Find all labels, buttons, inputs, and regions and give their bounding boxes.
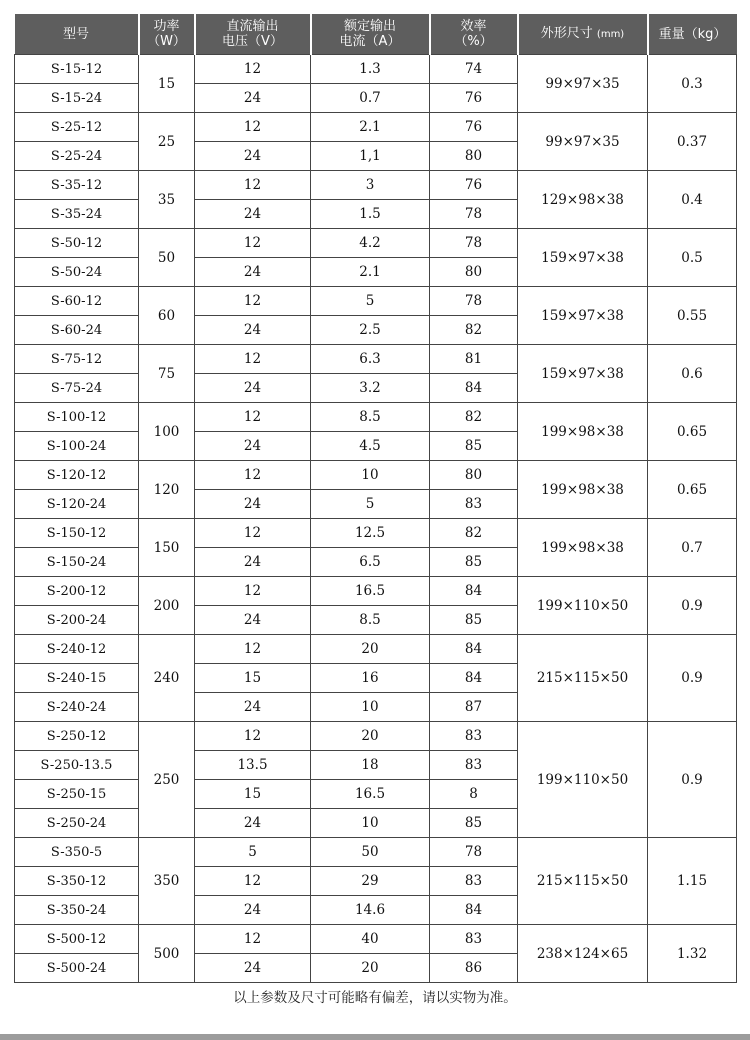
efficiency-cell: 84 <box>430 635 518 664</box>
current-cell: 14.6 <box>311 896 430 925</box>
current-cell: 4.2 <box>311 229 430 258</box>
model-cell: S-150-12 <box>15 519 139 548</box>
model-cell: S-60-24 <box>15 316 139 345</box>
header-model <box>15 14 139 55</box>
current-cell: 0.7 <box>311 84 430 113</box>
size-cell: 129×98×38 <box>518 171 648 229</box>
efficiency-cell: 83 <box>430 751 518 780</box>
size-cell: 199×98×38 <box>518 519 648 577</box>
voltage-cell: 24 <box>195 200 311 229</box>
current-cell: 18 <box>311 751 430 780</box>
current-cell: 2.1 <box>311 258 430 287</box>
current-cell: 16 <box>311 664 430 693</box>
size-cell: 159×97×38 <box>518 345 648 403</box>
header-row <box>15 14 737 55</box>
table-row <box>15 287 737 316</box>
power-cell: 120 <box>139 461 195 519</box>
efficiency-cell: 85 <box>430 432 518 461</box>
efficiency-cell: 74 <box>430 55 518 84</box>
efficiency-cell: 86 <box>430 954 518 983</box>
header-power <box>139 14 195 55</box>
efficiency-cell: 84 <box>430 664 518 693</box>
current-cell: 1,1 <box>311 142 430 171</box>
voltage-cell: 24 <box>195 606 311 635</box>
voltage-cell: 12 <box>195 229 311 258</box>
efficiency-cell: 84 <box>430 577 518 606</box>
table-row <box>15 345 737 374</box>
spec-table <box>14 14 737 983</box>
current-cell: 20 <box>311 722 430 751</box>
voltage-cell: 24 <box>195 954 311 983</box>
voltage-cell: 12 <box>195 345 311 374</box>
table-row <box>15 461 737 490</box>
current-cell: 29 <box>311 867 430 896</box>
efficiency-cell: 81 <box>430 345 518 374</box>
efficiency-cell: 80 <box>430 258 518 287</box>
model-cell: S-350-5 <box>15 838 139 867</box>
current-cell: 6.3 <box>311 345 430 374</box>
size-cell: 199×110×50 <box>518 722 648 838</box>
power-cell: 500 <box>139 925 195 983</box>
efficiency-cell: 83 <box>430 722 518 751</box>
header-current <box>311 14 430 55</box>
current-cell: 20 <box>311 635 430 664</box>
voltage-cell: 12 <box>195 461 311 490</box>
weight-cell: 0.65 <box>648 403 737 461</box>
model-cell: S-500-12 <box>15 925 139 954</box>
voltage-cell: 12 <box>195 113 311 142</box>
model-cell: S-15-12 <box>15 55 139 84</box>
voltage-cell: 24 <box>195 84 311 113</box>
header-size <box>518 14 648 55</box>
table-row <box>15 722 737 751</box>
header-weight <box>648 14 737 55</box>
current-cell: 10 <box>311 693 430 722</box>
efficiency-cell: 76 <box>430 84 518 113</box>
table-row <box>15 171 737 200</box>
voltage-cell: 5 <box>195 838 311 867</box>
size-cell: 238×124×65 <box>518 925 648 983</box>
header-power-label: 功率 <box>153 19 180 34</box>
model-cell: S-120-12 <box>15 461 139 490</box>
table-row <box>15 229 737 258</box>
efficiency-cell: 78 <box>430 200 518 229</box>
model-cell: S-50-24 <box>15 258 139 287</box>
voltage-cell: 12 <box>195 287 311 316</box>
voltage-cell: 12 <box>195 722 311 751</box>
weight-cell: 0.65 <box>648 461 737 519</box>
efficiency-cell: 85 <box>430 809 518 838</box>
voltage-cell: 15 <box>195 664 311 693</box>
model-cell: S-200-24 <box>15 606 139 635</box>
voltage-cell: 24 <box>195 809 311 838</box>
current-cell: 2.5 <box>311 316 430 345</box>
current-cell: 5 <box>311 287 430 316</box>
efficiency-cell: 83 <box>430 490 518 519</box>
model-cell: S-60-12 <box>15 287 139 316</box>
current-cell: 20 <box>311 954 430 983</box>
weight-cell: 1.15 <box>648 838 737 925</box>
power-cell: 150 <box>139 519 195 577</box>
voltage-cell: 12 <box>195 925 311 954</box>
weight-cell: 0.6 <box>648 345 737 403</box>
efficiency-cell: 85 <box>430 548 518 577</box>
model-cell: S-150-24 <box>15 548 139 577</box>
current-cell: 4.5 <box>311 432 430 461</box>
efficiency-cell: 82 <box>430 403 518 432</box>
model-cell: S-200-12 <box>15 577 139 606</box>
size-cell: 99×97×35 <box>518 55 648 113</box>
weight-cell: 0.5 <box>648 229 737 287</box>
model-cell: S-35-12 <box>15 171 139 200</box>
current-cell: 5 <box>311 490 430 519</box>
header-voltage-unit: 电压（V） <box>222 34 283 49</box>
table-row <box>15 113 737 142</box>
weight-cell: 0.55 <box>648 287 737 345</box>
efficiency-cell: 78 <box>430 838 518 867</box>
header-efficiency <box>430 14 518 55</box>
table-body <box>15 55 737 983</box>
table-row <box>15 403 737 432</box>
model-cell: S-75-12 <box>15 345 139 374</box>
header-size-label: 外形尺寸 <box>540 26 593 41</box>
efficiency-cell: 80 <box>430 142 518 171</box>
model-cell: S-50-12 <box>15 229 139 258</box>
table-row <box>15 55 737 84</box>
footer-note: 以上参数及尺寸可能略有偏差，请以实物为准。 <box>233 990 517 1006</box>
current-cell: 16.5 <box>311 577 430 606</box>
current-cell: 10 <box>311 461 430 490</box>
efficiency-cell: 84 <box>430 374 518 403</box>
voltage-cell: 24 <box>195 374 311 403</box>
header-weight-label: 重量（kg） <box>658 26 727 42</box>
header-efficiency-label: 效率 <box>460 19 487 34</box>
efficiency-cell: 82 <box>430 316 518 345</box>
power-cell: 250 <box>139 722 195 838</box>
header-voltage <box>195 14 311 55</box>
efficiency-cell: 85 <box>430 606 518 635</box>
current-cell: 50 <box>311 838 430 867</box>
weight-cell: 0.3 <box>648 55 737 113</box>
current-cell: 16.5 <box>311 780 430 809</box>
table-row <box>15 925 737 954</box>
model-cell: S-250-24 <box>15 809 139 838</box>
voltage-cell: 24 <box>195 896 311 925</box>
efficiency-cell: 87 <box>430 693 518 722</box>
efficiency-cell: 83 <box>430 867 518 896</box>
header-current-unit: 电流（A） <box>339 34 401 49</box>
power-cell: 240 <box>139 635 195 722</box>
model-cell: S-250-15 <box>15 780 139 809</box>
model-cell: S-100-24 <box>15 432 139 461</box>
weight-cell: 0.9 <box>648 577 737 635</box>
weight-cell: 1.32 <box>648 925 737 983</box>
efficiency-cell: 80 <box>430 461 518 490</box>
voltage-cell: 12 <box>195 519 311 548</box>
efficiency-cell: 76 <box>430 113 518 142</box>
model-cell: S-35-24 <box>15 200 139 229</box>
table-row <box>15 838 737 867</box>
power-cell: 60 <box>139 287 195 345</box>
power-cell: 25 <box>139 113 195 171</box>
header-model-label: 型号 <box>62 26 89 42</box>
power-cell: 50 <box>139 229 195 287</box>
model-cell: S-500-24 <box>15 954 139 983</box>
weight-cell: 0.37 <box>648 113 737 171</box>
model-cell: S-240-12 <box>15 635 139 664</box>
weight-cell: 0.9 <box>648 635 737 722</box>
voltage-cell: 13.5 <box>195 751 311 780</box>
table-header <box>15 14 737 55</box>
voltage-cell: 24 <box>195 490 311 519</box>
size-cell: 215×115×50 <box>518 838 648 925</box>
model-cell: S-25-12 <box>15 113 139 142</box>
model-cell: S-240-24 <box>15 693 139 722</box>
current-cell: 8.5 <box>311 606 430 635</box>
voltage-cell: 24 <box>195 316 311 345</box>
voltage-cell: 24 <box>195 142 311 171</box>
current-cell: 40 <box>311 925 430 954</box>
size-cell: 99×97×35 <box>518 113 648 171</box>
model-cell: S-120-24 <box>15 490 139 519</box>
model-cell: S-250-13.5 <box>15 751 139 780</box>
current-cell: 3 <box>311 171 430 200</box>
current-cell: 8.5 <box>311 403 430 432</box>
model-cell: S-15-24 <box>15 84 139 113</box>
voltage-cell: 24 <box>195 258 311 287</box>
voltage-cell: 15 <box>195 780 311 809</box>
table-row <box>15 519 737 548</box>
current-cell: 3.2 <box>311 374 430 403</box>
size-cell: 215×115×50 <box>518 635 648 722</box>
efficiency-cell: 83 <box>430 925 518 954</box>
voltage-cell: 12 <box>195 577 311 606</box>
header-voltage-label: 直流输出 <box>226 19 279 34</box>
efficiency-cell: 84 <box>430 896 518 925</box>
efficiency-cell: 76 <box>430 171 518 200</box>
header-current-label: 额定输出 <box>343 19 396 34</box>
power-cell: 35 <box>139 171 195 229</box>
current-cell: 6.5 <box>311 548 430 577</box>
voltage-cell: 12 <box>195 403 311 432</box>
current-cell: 1.3 <box>311 55 430 84</box>
power-cell: 100 <box>139 403 195 461</box>
weight-cell: 0.9 <box>648 722 737 838</box>
efficiency-cell: 78 <box>430 229 518 258</box>
header-size-unit: (mm) <box>596 29 625 40</box>
model-cell: S-100-12 <box>15 403 139 432</box>
voltage-cell: 12 <box>195 171 311 200</box>
current-cell: 10 <box>311 809 430 838</box>
model-cell: S-75-24 <box>15 374 139 403</box>
model-cell: S-25-24 <box>15 142 139 171</box>
model-cell: S-350-12 <box>15 867 139 896</box>
power-cell: 200 <box>139 577 195 635</box>
current-cell: 1.5 <box>311 200 430 229</box>
model-cell: S-350-24 <box>15 896 139 925</box>
voltage-cell: 24 <box>195 693 311 722</box>
weight-cell: 0.7 <box>648 519 737 577</box>
table-row <box>15 577 737 606</box>
voltage-cell: 24 <box>195 548 311 577</box>
voltage-cell: 12 <box>195 55 311 84</box>
power-cell: 75 <box>139 345 195 403</box>
power-cell: 15 <box>139 55 195 113</box>
efficiency-cell: 8 <box>430 780 518 809</box>
bottom-divider <box>0 1034 750 1040</box>
current-cell: 2.1 <box>311 113 430 142</box>
voltage-cell: 12 <box>195 867 311 896</box>
size-cell: 159×97×38 <box>518 287 648 345</box>
current-cell: 12.5 <box>311 519 430 548</box>
header-power-unit: （W） <box>147 34 186 49</box>
size-cell: 199×110×50 <box>518 577 648 635</box>
weight-cell: 0.4 <box>648 171 737 229</box>
table-row <box>15 635 737 664</box>
voltage-cell: 12 <box>195 635 311 664</box>
size-cell: 159×97×38 <box>518 229 648 287</box>
voltage-cell: 24 <box>195 432 311 461</box>
model-cell: S-240-15 <box>15 664 139 693</box>
efficiency-cell: 78 <box>430 287 518 316</box>
power-cell: 350 <box>139 838 195 925</box>
efficiency-cell: 82 <box>430 519 518 548</box>
size-cell: 199×98×38 <box>518 461 648 519</box>
model-cell: S-250-12 <box>15 722 139 751</box>
size-cell: 199×98×38 <box>518 403 648 461</box>
header-efficiency-unit: （%） <box>454 34 493 49</box>
